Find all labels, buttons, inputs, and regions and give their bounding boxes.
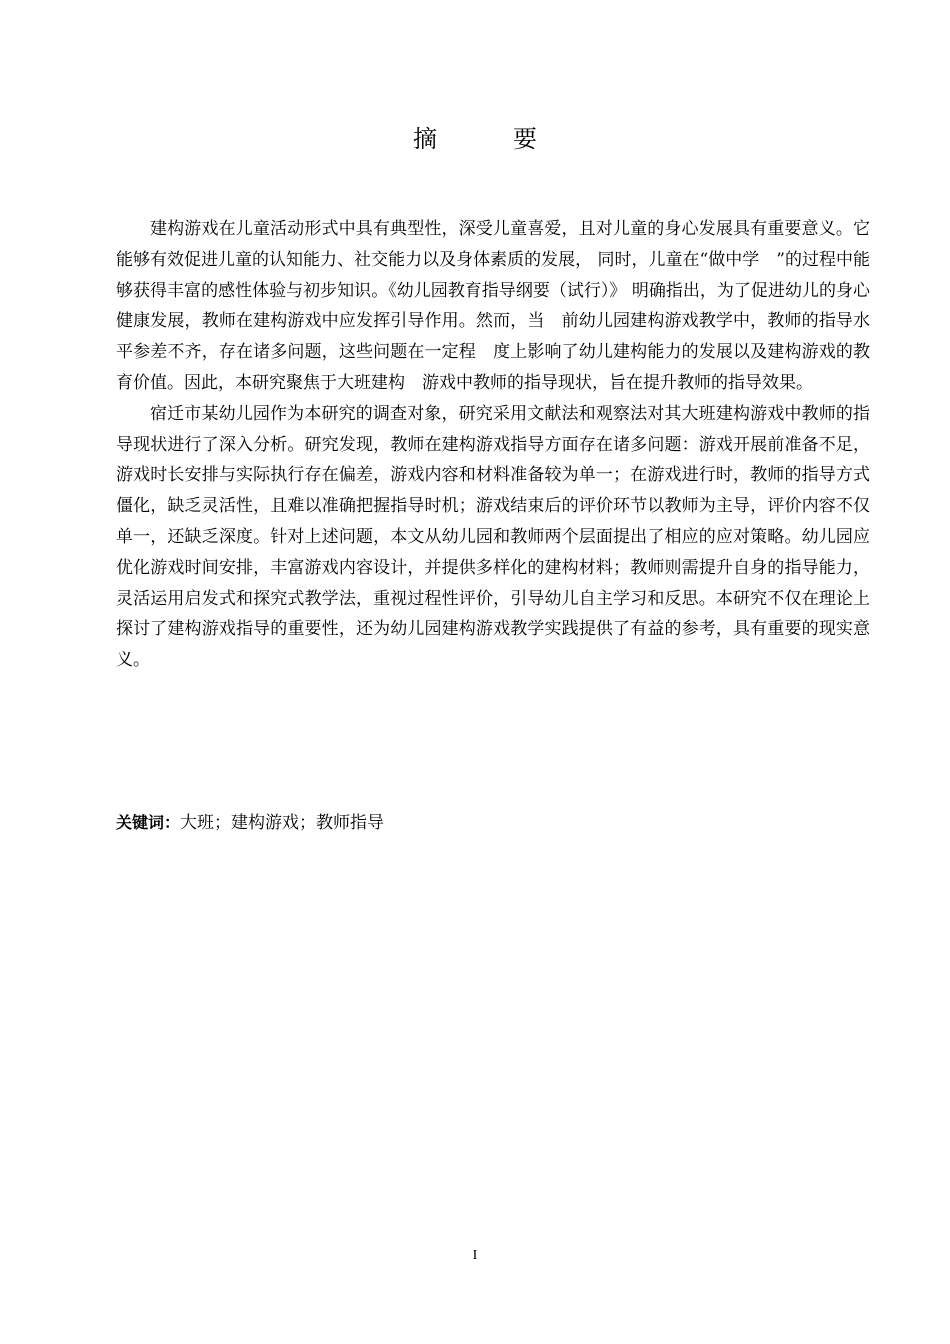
- page-number: I: [472, 1248, 478, 1263]
- abstract-paragraph-1: 建构游戏在儿童活动形式中具有典型性，深受儿童喜爱，且对儿童的身心发展具有重要意义。它能够有效促进儿童的认知能力、社交能力以及身体素质的发展， 同时，儿童在“做中学 ”的过程中能够获得丰富的感性体验与初步知识。《幼儿园教育指导纲要（试行）》 明确指出，为了促进幼儿的身心健康发展，教师在建构游戏中应发挥引导作用。然而，当 前幼儿园建构游戏教学中，教师的指导水平参差不齐，存在诸多问题，这些问题在一定程 度上影响了幼儿建构能力的发展以及建构游戏的教育价值。因此，本研究聚焦于大班建构 游戏中教师的指导现状，旨在提升教师的指导效果。: [116, 219, 870, 393]
- keywords-line: [116, 808, 384, 838]
- abstract-paragraph-2: 宿迁市某幼儿园作为本研究的调查对象，研究采用文献法和观察法对其大班建构游戏中教师的指导现状进行了深入分析。研究发现，教师在建构游戏指导方面存在诸多问题：游戏开展前准备不足，游戏时长安排与实际执行存在偏差，游戏内容和材料准备较为单一；在游戏进行时，教师的指导方式僵化，缺乏灵活性，且难以准确把握指导时机；游戏结束后的评价环节以教师为主导，评价内容不仅单一，还缺乏深度。针对上述问题，本文从幼儿园和教师两个层面提出了相应的应对策略。幼儿园应优化游戏时间安排，丰富游戏内容设计，并提供多样化的建构材料；教师则需提升自身的指导能力，灵活运用启发式和探究式教学法，重视过程性评价，引导幼儿自主学习和反思。本研究不仅在理论上探讨了建构游戏指导的重要性，还为幼儿园建构游戏教学实践提供了有益的参考，具有重要的现实意义。: [116, 403, 870, 671]
- abstract-body: [116, 214, 870, 676]
- keywords-value: 大班；建构游戏；教师指导: [180, 813, 385, 833]
- abstract-title: 摘 要: [413, 125, 563, 153]
- keywords-label: 关键词：: [116, 813, 181, 832]
